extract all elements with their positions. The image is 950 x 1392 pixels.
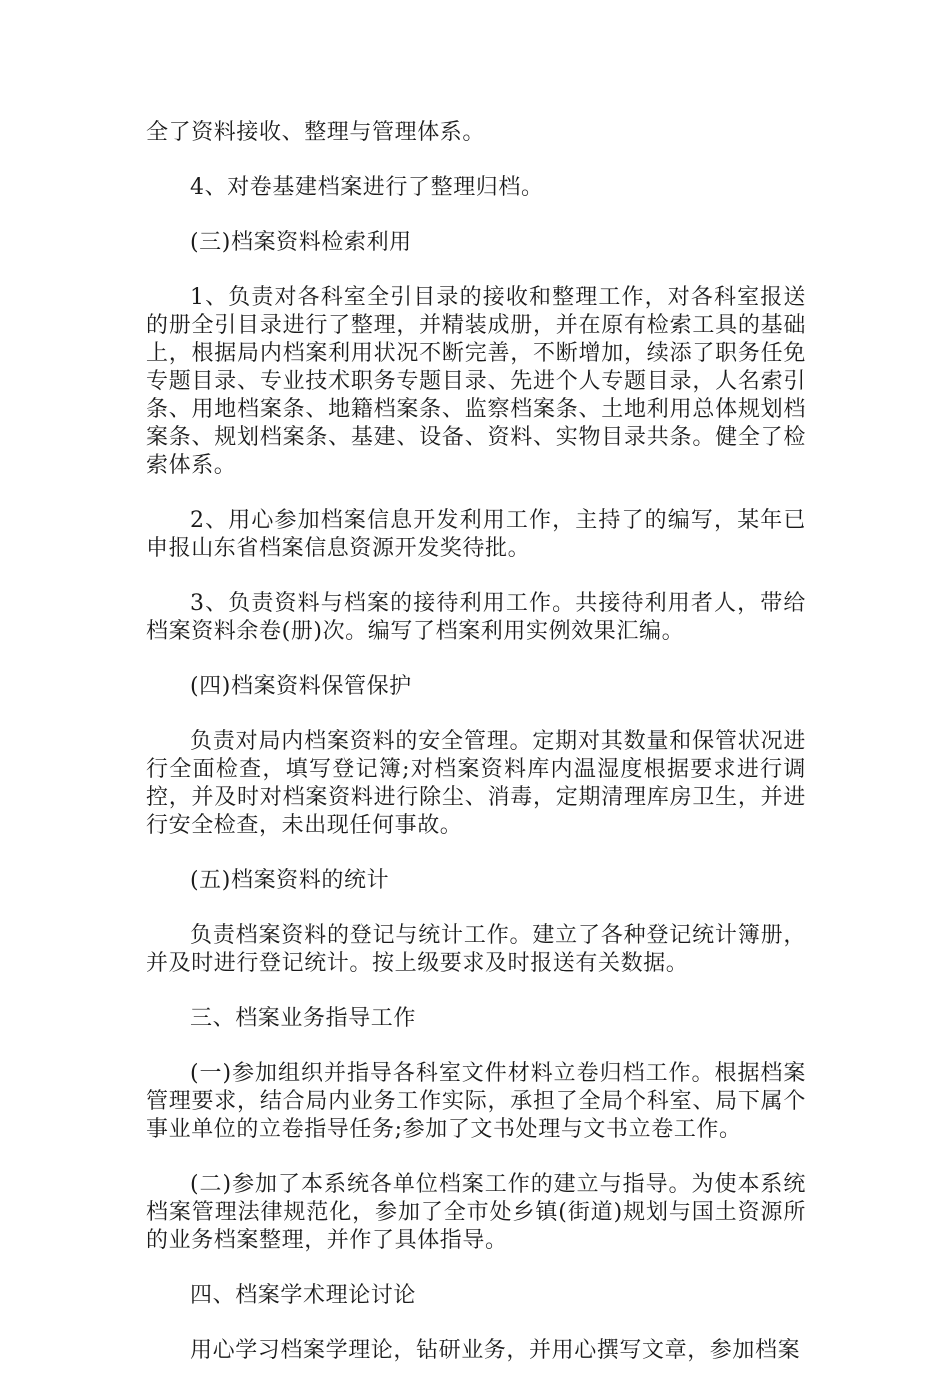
section-heading: (五)档案资料的统计 bbox=[190, 868, 390, 893]
paragraph: 负责档案资料的登记与统计工作。建立了各种登记统计簿册，并及时进行登记统计。按上级要求及时报送有关数据。 bbox=[146, 923, 806, 976]
paragraph: 全了资料接收、整理与管理体系。 bbox=[146, 120, 486, 145]
section-heading: 四、档案学术理论讨论 bbox=[190, 1283, 417, 1308]
paragraph: 2、用心参加档案信息开发利用工作，主持了的编写，某年已申报山东省档案信息资源开发奖待批。 bbox=[146, 508, 806, 561]
section-heading: 三、档案业务指导工作 bbox=[190, 1006, 417, 1031]
paragraph: 1、负责对各科室全引目录的接收和整理工作，对各科室报送的册全引目录进行了整理，并精装成册，并在原有检索工具的基础上，根据局内档案利用状况不断完善，不断增加，续添了职务任免专题目录、专业技术职务专题目录、先进个人专题目录，人名索引条、用地档案条、地籍档案条、监察档案条、土地利用总体规划档案条、规划档案条、基建、设备、资料、实物目录共条。健全了检索体系。 bbox=[146, 285, 806, 478]
paragraph: 用心学习档案学理论，钻研业务，并用心撰写文章，参加档案 bbox=[190, 1338, 801, 1363]
paragraph: (二)参加了本系统各单位档案工作的建立与指导。为使本系统档案管理法律规范化，参加了全市处乡镇(街道)规划与国土资源所的业务档案整理，并作了具体指导。 bbox=[146, 1172, 806, 1253]
paragraph: (一)参加组织并指导各科室文件材料立卷归档工作。根据档案管理要求，结合局内业务工作实际，承担了全局个科室、局下属个事业单位的立卷指导任务;参加了文书处理与文书立卷工作。 bbox=[146, 1061, 806, 1142]
paragraph: 4、对卷基建档案进行了整理归档。 bbox=[190, 175, 544, 200]
section-heading: (三)档案资料检索利用 bbox=[190, 230, 412, 255]
section-heading: (四)档案资料保管保护 bbox=[190, 674, 412, 699]
document-body bbox=[146, 119, 806, 1392]
paragraph: 3、负责资料与档案的接待利用工作。共接待利用者人，带给档案资料余卷(册)次。编写了档案利用实例效果汇编。 bbox=[146, 591, 806, 644]
paragraph: 负责对局内档案资料的安全管理。定期对其数量和保管状况进行全面检查，填写登记簿;对档案资料库内温湿度根据要求进行调控，并及时对档案资料进行除尘、消毒，定期清理库房卫生，并进行安全检查，未出现任何事故。 bbox=[146, 729, 806, 838]
